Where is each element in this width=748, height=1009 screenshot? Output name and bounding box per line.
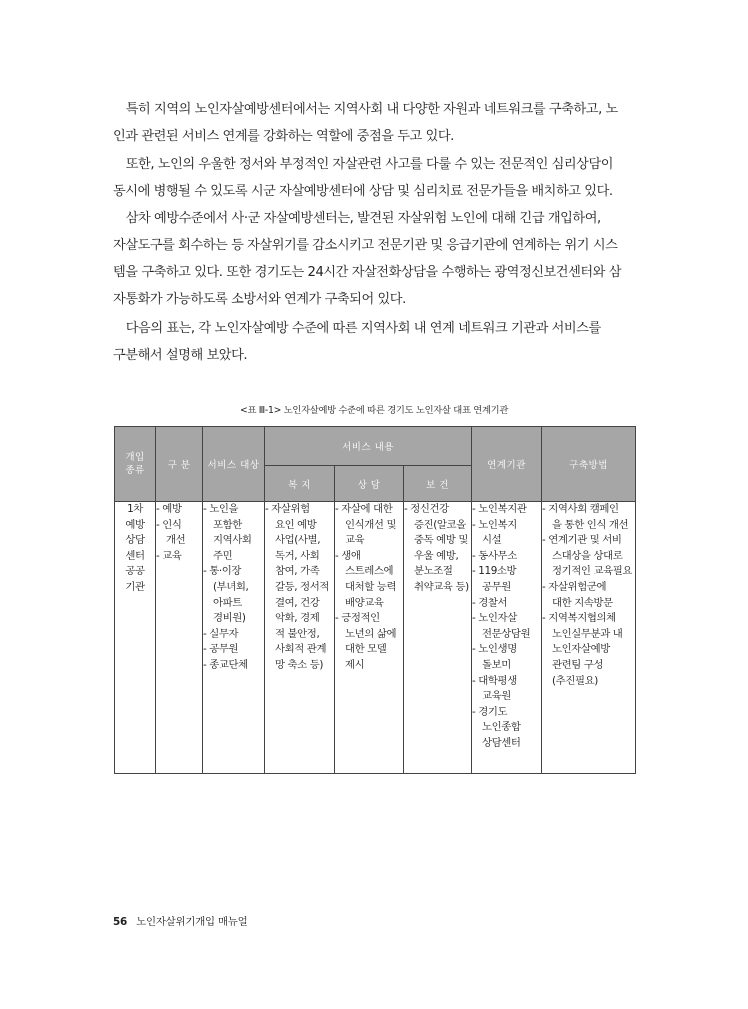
cell-line: 공무원	[472, 580, 511, 593]
cell-line: 스트레스에	[335, 565, 394, 578]
cell-line: 대한 모델	[335, 643, 387, 656]
header-target: 서비스 대상	[203, 427, 265, 502]
header-level	[115, 427, 156, 502]
page-number: 56	[113, 916, 128, 928]
header-health: 보 건	[404, 466, 472, 502]
cell-line: - 연계기관 및 서비	[542, 534, 622, 547]
text-line: 삼차 예방수준에서 사·군 자살예방센터는, 발견된 자살위험 노인에 대해 긴급 개입하여,	[113, 211, 601, 226]
cell-line: 아파트	[203, 596, 242, 609]
cell-line: - 119소방	[472, 565, 517, 578]
page-footer	[113, 913, 248, 928]
cell-line: - 지역사회 캠페인	[542, 503, 619, 515]
cell-line: 시설	[472, 534, 502, 547]
cell-line: - 동사무소	[472, 549, 517, 562]
cell-line: 교육	[335, 534, 365, 547]
cell-line: 사업(사별,	[265, 534, 321, 547]
cell-line: 요인 예방	[265, 518, 317, 531]
cell-line: 망 축소 등)	[265, 658, 323, 671]
cell-line: - 정신건강	[404, 503, 449, 515]
header-method: 구축방법	[542, 427, 636, 502]
cell-line: 센터	[125, 549, 145, 562]
paragraph-2	[113, 151, 637, 205]
cell-line: 전문상담원	[472, 627, 531, 640]
cell-line: - 자살위험	[265, 503, 310, 515]
cell-line: 상담	[125, 534, 145, 547]
cell-line: 우울 예방,	[404, 549, 459, 562]
text-line: 또한, 노인의 우울한 정서와 부정적인 자살관련 사고를 다룰 수 있는 전문적인 심리상담이	[113, 157, 614, 172]
cell-line: 1차	[127, 503, 143, 515]
cell-line: 배양교육	[335, 596, 384, 609]
cell-line: 기관	[125, 580, 145, 593]
cell-agency	[472, 502, 542, 774]
cell-line: 중독 예방 및	[404, 534, 468, 547]
cell-line: 관련팀 구성	[542, 658, 604, 671]
cell-line: - 노인을	[203, 503, 239, 515]
paragraph-1	[113, 96, 637, 150]
table-caption: <표 Ⅲ-1> 노인자살예방 수준에 따른 경기도 노인자살 대표 연계기관	[239, 405, 509, 416]
cell-line: 적 불안정,	[265, 627, 320, 640]
cell-line: 악화, 경제	[265, 612, 320, 625]
cell-line: 돌보미	[472, 658, 511, 671]
linkage-table	[114, 426, 636, 774]
cell-line: 노인종합	[472, 721, 521, 734]
header-service: 서비스 내용	[265, 427, 472, 466]
cell-target	[203, 502, 265, 774]
text-line: 자살도구를 회수하는 등 자살위기를 감소시키고 전문기관 및 응급기관에 연계하는 위기 시스	[113, 238, 618, 254]
cell-line: - 노인자살	[472, 612, 517, 625]
cell-line: 주민	[203, 549, 233, 562]
cell-line: 경비원)	[203, 612, 246, 625]
header-agency: 연계기관	[472, 427, 542, 502]
header-welfare: 복 지	[265, 466, 335, 502]
cell-line: - 교육	[156, 549, 182, 562]
cell-counsel	[335, 502, 404, 774]
cell-line: 상담센터	[472, 736, 521, 749]
cell-line: 사회적 관계	[265, 643, 327, 656]
cell-level	[115, 502, 156, 774]
cell-line: 대처할 능력	[335, 580, 397, 593]
footer-title: 노인자살위기개입 매뉴얼	[136, 916, 248, 928]
paragraph-4	[113, 315, 637, 369]
cell-line: 을 통한 인식 개선	[542, 518, 629, 531]
cell-line: 취약교육 등)	[404, 580, 469, 593]
cell-line: 분노조절	[404, 565, 453, 578]
cell-line: 노인자살예방	[542, 643, 610, 656]
cell-line: 지역사회	[203, 534, 252, 547]
cell-line: - 통·이장	[203, 565, 242, 578]
cell-line: 스대상을 상대로	[542, 549, 623, 562]
cell-line: - 인식	[156, 518, 182, 531]
text-line: 동시에 병행될 수 있도록 시군 자살예방센터에 상담 및 심리치료 전문가들을 배치하고 있다.	[113, 184, 613, 200]
cell-line: - 노인생명	[472, 643, 517, 656]
text-line: 특히 지역의 노인자살예방센터에서는 지역사회 내 다양한 자원과 네트워크를 구축하고, 노	[113, 102, 618, 117]
cell-line: 노년의 삶에	[335, 627, 397, 640]
cell-line: - 실무자	[203, 627, 239, 640]
cell-line: - 노인복지	[472, 518, 517, 531]
cell-line: 포함한	[203, 518, 242, 531]
cell-line: 노인실무분과 내	[542, 627, 623, 640]
cell-line: - 생애	[335, 549, 361, 562]
cell-line: - 대학평생	[472, 674, 517, 687]
cell-line: - 경기도	[472, 705, 508, 718]
cell-category	[156, 502, 203, 774]
text-line: 자통화가 가능하도록 소방서와 연계가 구축되어 있다.	[113, 292, 406, 308]
cell-line: 대한 지속방문	[542, 596, 613, 609]
cell-line: - 노인복지관	[472, 503, 527, 515]
header-level-line: 개입	[125, 452, 145, 463]
cell-line: 제시	[335, 658, 365, 671]
cell-method	[542, 502, 636, 774]
cell-line: (추진필요)	[542, 674, 598, 687]
text-line: 구분해서 설명해 보았다.	[113, 348, 248, 364]
cell-line: 증진(알코올	[404, 518, 466, 531]
cell-line: 정기적인 교육필요	[542, 565, 633, 578]
header-counsel: 상 담	[335, 466, 404, 502]
cell-line: - 지역복지협의체	[542, 612, 616, 625]
header-level-line: 종류	[125, 465, 145, 476]
text-line: 템을 구축하고 있다. 또한 경기도는 24시간 자살전화상담을 수행하는 광역정신보건센터와 삼	[113, 265, 621, 281]
cell-line: 독거, 사회	[265, 549, 320, 562]
cell-line: - 예방	[156, 503, 182, 515]
cell-welfare	[265, 502, 335, 774]
cell-line: - 긍정적인	[335, 612, 380, 625]
cell-line: 개선	[156, 534, 186, 547]
cell-line: - 자살에 대한	[335, 503, 393, 515]
cell-line: - 종교단체	[203, 658, 248, 671]
text-line: 다음의 표는, 각 노인자살예방 수준에 따른 지역사회 내 연계 네트워크 기관과 서비스를	[113, 321, 601, 336]
cell-line: 갈등, 정서적	[265, 580, 329, 593]
paragraph-3	[113, 205, 637, 313]
cell-line: - 공무원	[203, 643, 239, 656]
cell-line: 교육원	[472, 690, 511, 703]
cell-line: 공공	[125, 565, 145, 578]
cell-line: 인식개선 및	[335, 518, 397, 531]
cell-health	[404, 502, 472, 774]
cell-line: - 경찰서	[472, 596, 508, 609]
cell-line: 예방	[125, 518, 145, 531]
cell-line: (부녀회,	[203, 580, 249, 593]
header-category: 구 분	[156, 427, 203, 502]
cell-line: 결여, 건강	[265, 596, 320, 609]
cell-line: - 자살위험군에	[542, 580, 607, 593]
cell-line: 참여, 가족	[265, 565, 320, 578]
text-line: 인과 관련된 서비스 연계를 강화하는 역할에 중점을 두고 있다.	[113, 129, 454, 145]
